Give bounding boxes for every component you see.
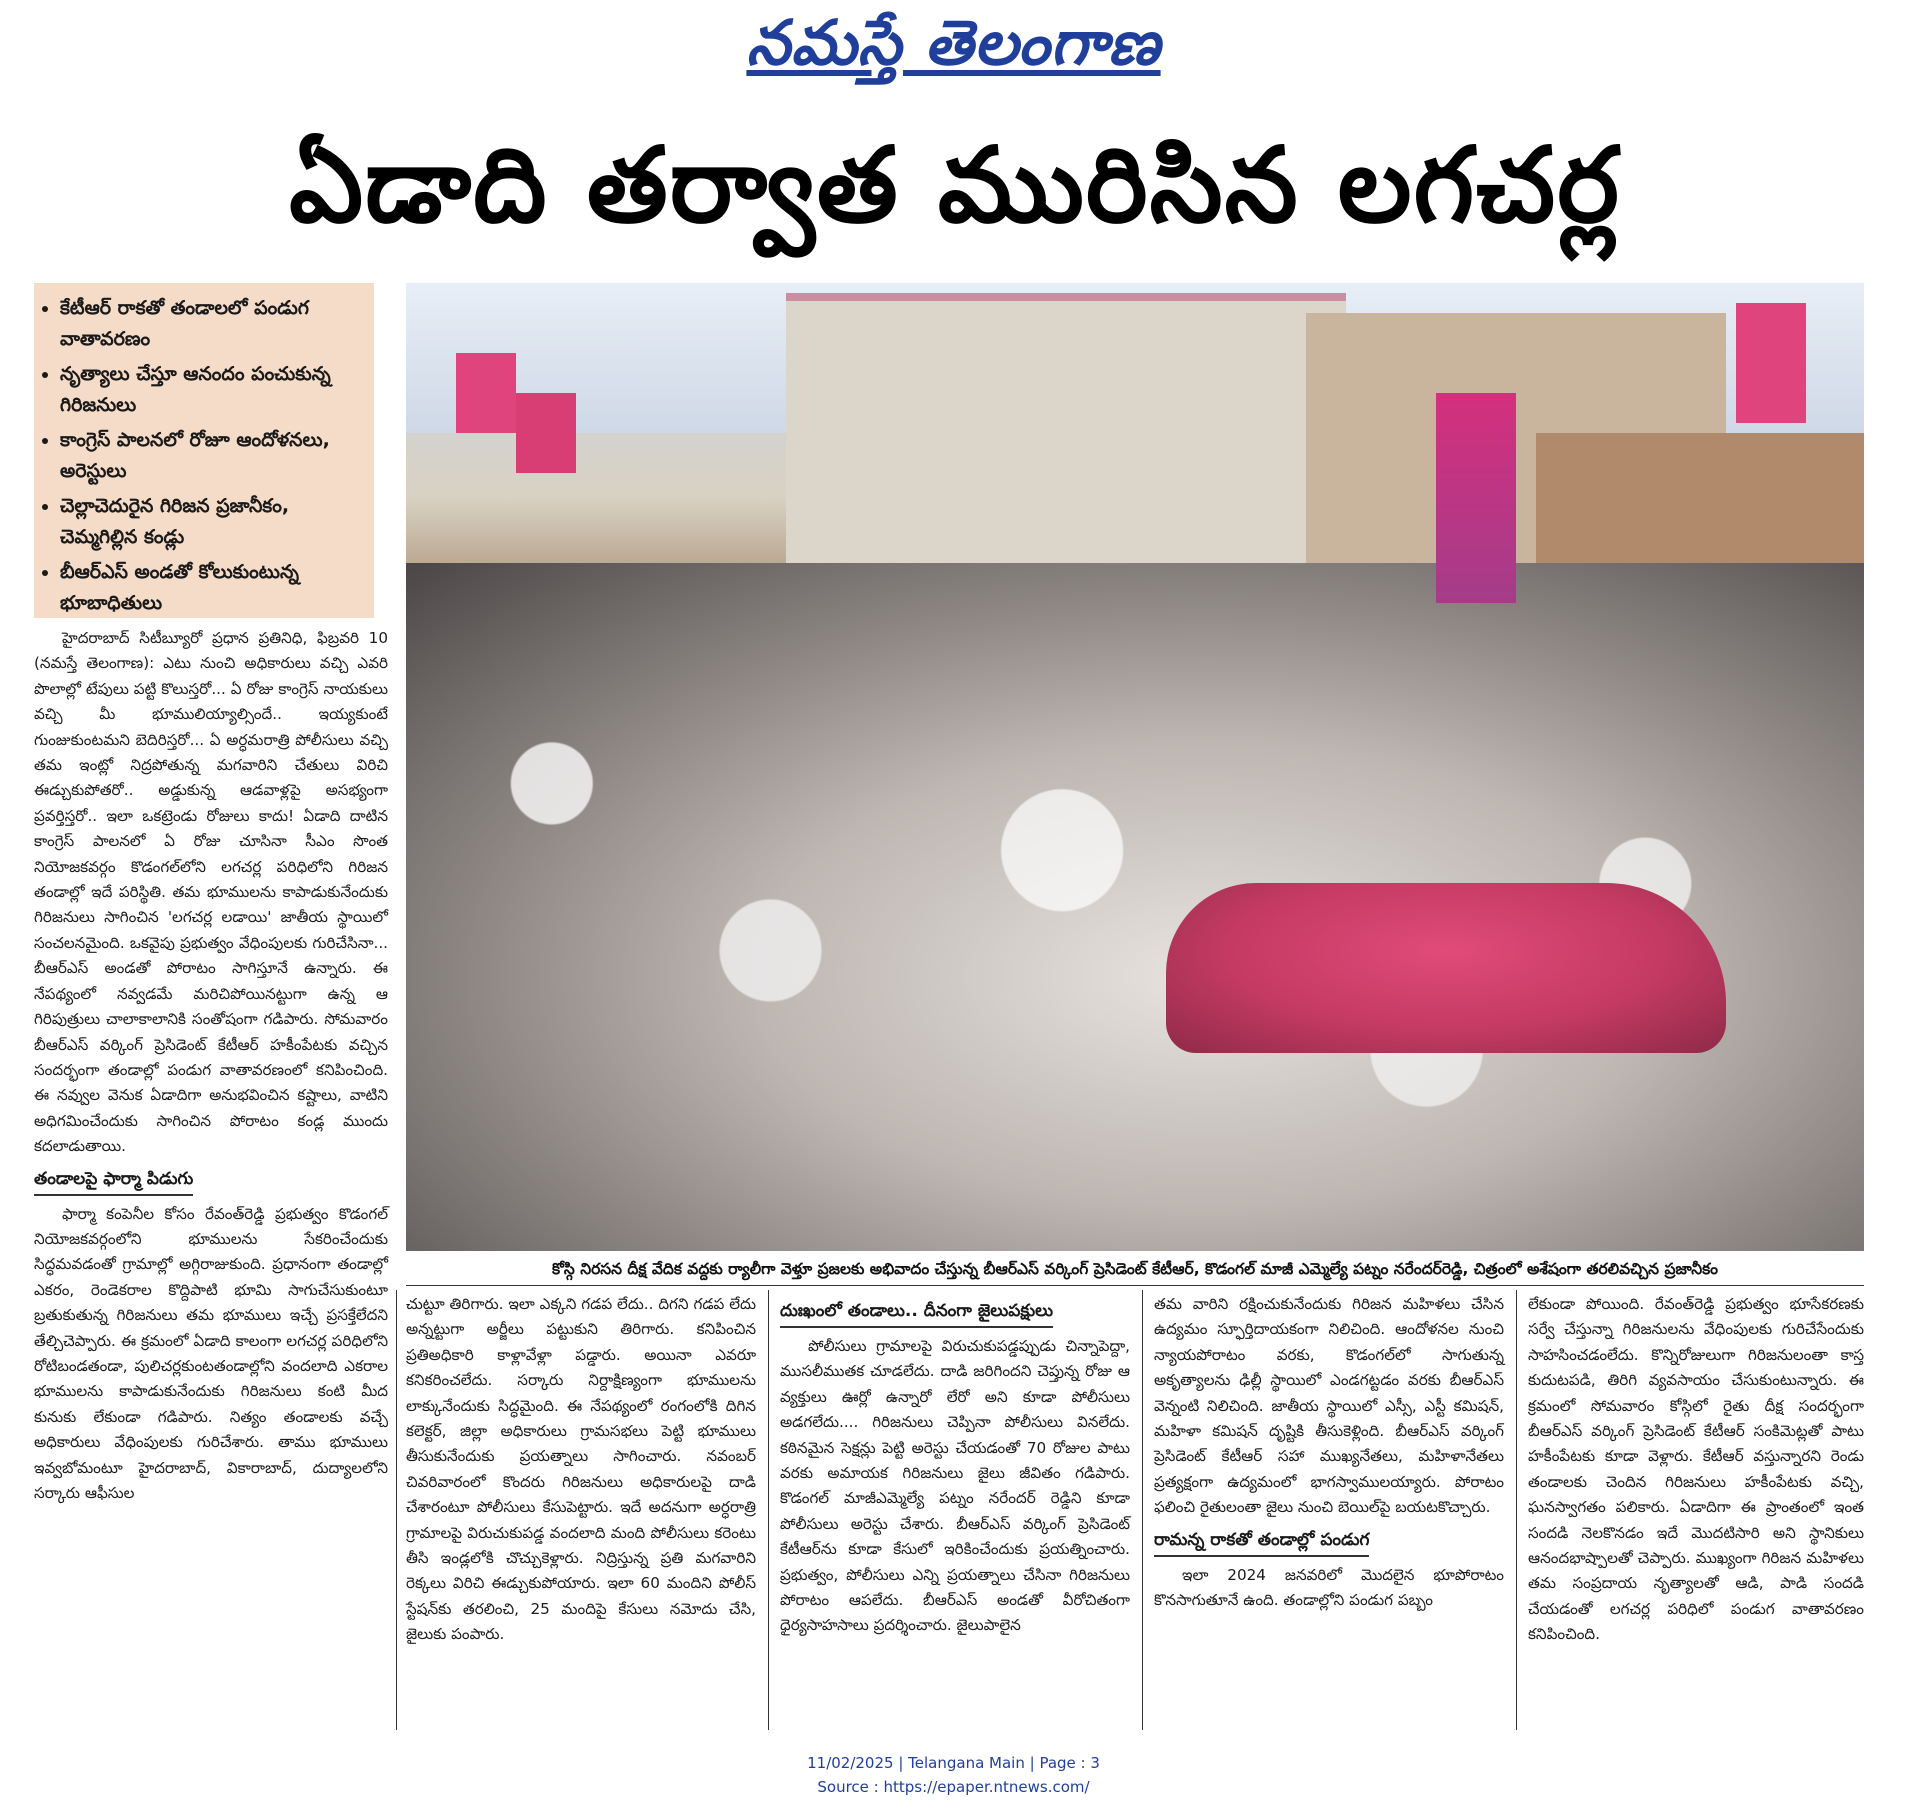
section-subhead: దుఃఖంలో తండాలు.. దీనంగా జైలుపక్షులు [780, 1296, 1053, 1328]
article-paragraph: ఇలా 2024 జనవరిలో మొదలైన భూపోరాటం కొనసాగుతూనే ఉంది. తండాల్లోని పండుగ పబ్బం [1154, 1565, 1504, 1610]
photo-caption: కోస్గి నిరసన దీక్ష వేదిక వద్దకు ర్యాలీగా వెళ్తూ ప్రజలకు అభివాదం చేస్తున్న బీఆర్ఎస్ వర్కింగ్ ప్రెసిడెంట్ కేటీఆర్, కొడంగల్ మాజీ ఎమ్మెల్యే పట్నం నరేందర్‌రెడ్డి, చిత్రంలో అశేషంగా తరలివచ్చిన ప్రజానీకం [551, 1260, 1719, 1278]
column-divider [1516, 1290, 1517, 1730]
section-subhead: రామన్న రాకతో తండాల్లో పండుగ [1154, 1525, 1369, 1557]
column-divider [768, 1290, 769, 1730]
article-column-4 [1154, 1292, 1504, 1613]
highlight-item: • చెల్లాచెదురైన గిరిజన ప్రజానీకం, చెమ్మగిల్లిన కండ్లు [60, 491, 366, 553]
divider [406, 1285, 1864, 1286]
photo-flag [456, 353, 516, 433]
column-divider [396, 1290, 397, 1730]
article-paragraph: ఫార్మా కంపెనీల కోసం రేవంత్‌రెడ్డి ప్రభుత్వం కొడంగల్ నియోజకవర్గంలోని భూములను సేకరించేందుకు సిద్ధమవడంతో గ్రామాల్లో అగ్గిరాజుకుంది. ప్రధానంగా తండాల్లో ఎకరం, రెండెకరాల కొద్దిపాటి భూమి సాగుచేసుకుంటూ బ్రతుకుతున్న గిరిజనులు తమ భూములు ఇచ్చే ప్రసక్తేలేదని తేల్చిచెప్పారు. ఈ క్రమంలో ఏడాది కాలంగా లగచర్ల పరిధిలోని రోటిబండతండా, పులిచర్లకుంటతండాల్లోని వందలాది ఎకరాల భూములను కాపాడుకునేందుకు గిరిజనులు కంటి మీద కునుకు లేకుండా గడిపారు. నిత్యం తండాలకు వచ్చే అధికారులు వేధింపులకు గురిచేశారు. తాము భూములు ఇవ్వబోమంటూ హైదరాబాద్, వికారాబాద్, దుద్యాలలోని సర్కారు ఆఫీసుల [34, 1204, 388, 1502]
photo-banner [1436, 393, 1516, 603]
highlights-box [34, 283, 374, 618]
article-paragraph: పోలీసులు గ్రామాలపై విరుచుకుపడ్డప్పుడు చిన్నాపెద్దా, ముసలీముతక చూడలేదు. దాడి జరిగిందని చెప్తున్న రోజు ఆ వ్యక్తులు ఊర్లో ఉన్నారో లేరో అని కూడా పోలీసులు అడగలేదు.... గిరిజనులు చెప్పినా పోలీసులు వినలేదు. కఠినమైన సెక్షన్లు పెట్టి అరెస్టు చేయడంతో 70 రోజుల పాటు వరకు అమాయక గిరిజనులు జైలు జీవితం గడిపారు. కొడంగల్ మాజీఎమ్మెల్యే పట్నం నరేందర్ రెడ్డిని కూడా పోలీసులు అరెస్టు చేశారు. బీఆర్ఎస్ వర్కింగ్ ప్రెసిడెంట్ కేటీఆర్‌ను కూడా కేసులో ఇరికించేందుకు ప్రయత్నించారు. ప్రభుత్వం, పోలీసులు ఎన్ని ప్రయత్నాలు చేసినా గిరిజనులు పోరాటం ఆపలేదు. బీఆర్ఎస్ అండతో వీరోచితంగా ధైర్యసాహసాలు ప్రదర్శించారు. జైలుపాలైన [780, 1337, 1130, 1635]
article-column-3 [780, 1292, 1130, 1639]
article-paragraph: తమ వారిని రక్షించుకునేందుకు గిరిజన మహిళలు చేసిన ఉద్యమం స్ఫూర్తిదాయకంగా నిలిచింది. ఆందోళనల నుంచి న్యాయపోరాటం వరకు, కొడంగల్‌లో సాగుతున్న అకృత్యాలను ఢిల్లీ స్థాయిలో ఎండగట్టడం వరకు బీఆర్ఎస్ వెన్నంటి నిలిచింది. జాతీయ స్థాయిలో ఎస్సీ, ఎస్టీ కమిషన్, మహిళా కమిషన్ దృష్టికి తీసుకెళ్లింది. బీఆర్ఎస్ వర్కింగ్ ప్రెసిడెంట్ కేటీఆర్ సహా ముఖ్యనేతలు, మహిళానేతలు ప్రత్యక్షంగా ఉద్యమంలో భాగస్వాములయ్యారు. పోరాటం ఫలించి రైతులంతా జైలు నుంచి బెయిల్‌పై బయటకొచ్చారు. [1154, 1295, 1504, 1517]
article-paragraph: లేకుండా పోయింది. రేవంత్‌రెడ్డి ప్రభుత్వం భూసేకరణకు సర్వే చేస్తున్నా గిరిజనులను వేధింపులకు గురిచేసేందుకు సాహసించడంలేదు. కొన్నిరోజులుగా గిరిజనులంతా కాస్త కుదుటపడి, తిరిగి వ్యవసాయం చేసుకుంటున్నారు. ఈ క్రమంలో సోమవారం కోస్గిలో రైతు దీక్ష సందర్భంగా బీఆర్ఎస్ వర్కింగ్ ప్రెసిడెంట్ కేటీఆర్ సంకిమెట్లతో పాటు హకీంపేటకు కూడా వెళ్లారు. కేటీఆర్ వస్తున్నారని రెండు తండాలకు చెందిన గిరిజనులు హకీంపేటకు వచ్చి, ఘనస్వాగతం పలికారు. ఏడాదిగా ఈ ప్రాంతంలో ఇంత సందడి నెలకొనడం ఇదే మొదటిసారి అని స్థానికులు ఆనందభాష్పాలతో చెప్పారు. ముఖ్యంగా గిరిజన మహిళలు తమ సంప్రదాయ నృత్యాలతో ఆడి, పాడి సందడి చేయడంతో లగచర్ల పరిధిలో పండుగ వాతావరణం కనిపించింది. [1528, 1295, 1864, 1644]
column-divider [1142, 1290, 1143, 1730]
photo-flag [516, 393, 576, 473]
news-photo [406, 283, 1864, 1251]
headline: ఏడాది తర్వాత మురిసిన లగచర్ల [289, 124, 1621, 246]
highlight-item: • కేటీఆర్ రాకతో తండాలలో పండుగ వాతావరణం [60, 293, 366, 355]
highlight-item: • కాంగ్రెస్ పాలనలో రోజూ ఆందోళనలు, అరెస్టులు [60, 425, 366, 487]
section-subhead: తండాలపై ఫార్మా పిడుగు [34, 1164, 193, 1196]
photo-flower-covered-car [1166, 883, 1726, 1053]
article-paragraph: హైదరాబాద్ సిటీబ్యూరో ప్రధాన ప్రతినిధి, ఫిబ్రవరి 10 (నమస్తే తెలంగాణ): ఎటు నుంచి అధికారులు వచ్చి ఎవరి పొలాల్లో టేపులు పట్టి కొలుస్తరో... ఏ రోజు కాంగ్రెస్ నాయకులు వచ్చి మీ భూములియ్యాల్సిందే.. ఇయ్యకుంటే గుంజుకుంటమని బెదిరిస్తరో... ఏ అర్ధమరాత్రి పోలీసులు వచ్చి తమ ఇంట్లో నిద్రపోతున్న మగవారిని చేతులు విరిచి ఈడ్చుకుపోతరో.. అడ్డుకున్న ఆడవాళ్లపై అసభ్యంగా ప్రవర్తిస్తరో.. ఇలా ఒకట్రెండు రోజులు కాదు! ఏడాది దాటిన కాంగ్రెస్ పాలనలో ఏ రోజు చూసినా సీఎం సొంత నియోజకవర్గం కొడంగల్‌లోని లగచర్ల పరిధిలోని గిరిజన తండాల్లో ఇదే పరిస్థితి. తమ భూములను కాపాడుకునేందుకు గిరిజనులు సాగించిన 'లగచర్ల లడాయి' జాతీయ స్థాయిలో సంచలనమైంది. ఒకవైపు ప్రభుత్వం వేధింపులకు గురిచేసినా... బీఆర్ఎస్ అండతో పోరాటం సాగిస్తూనే ఉన్నారు. ఈ నేపథ్యంలో నవ్వడమే మరిచిపోయినట్టుగా ఉన్న ఆ గిరిపుత్రులు చాలాకాలానికి సంతోషంగా గడిపారు. సోమవారం బీఆర్ఎస్ వర్కింగ్ ప్రెసిడెంట్ కేటీఆర్ హకీంపేటకు వచ్చిన సందర్భంగా తండాల్లో పండుగ వాతావరణంలో కనిపించింది. ఈ నవ్వుల వెనుక ఏడాదిగా అనుభవించిన కష్టాలు, వాటిని అధిగమించేందుకు సాగించిన పోరాటం కండ్ల ముందు కదలాడుతాయి. [34, 629, 388, 1156]
highlight-item: • బీఆర్ఎస్ అండతో కోలుకుంటున్న భూబాధితులు [60, 557, 366, 619]
article-column-2 [406, 1292, 756, 1648]
highlight-item: • నృత్యాలు చేస్తూ ఆనందం పంచుకున్న గిరిజనులు [60, 359, 366, 421]
masthead: నమస్తే తెలంగాణ [746, 6, 1161, 79]
photo-flag [1736, 303, 1806, 423]
photo-building [786, 293, 1346, 601]
footer-date-line: 11/02/2025 | Telangana Main | Page : 3 [807, 1754, 1100, 1772]
article-paragraph: చుట్టూ తిరిగారు. ఇలా ఎక్కని గడప లేదు.. దిగని గడప లేదు అన్నట్టుగా అర్జీలు పట్టుకుని తిరిగారు. కనిపించిన ప్రతిఅధికారి కాళ్లావేళ్లా పడ్డారు. అయినా ఎవరూ కనికరించలేదు. సర్కారు నిర్దాక్షిణ్యంగా భూములను లాక్కునేందుకు సిద్ధమైంది. ఈ నేపథ్యంలో రంగంలోకి దిగిన కలెక్టర్, జిల్లా అధికారులు గ్రామసభలు పెట్టి భూములు తీసుకునేందుకు ప్రయత్నాలు సాగించారు. నవంబర్ చివరివారంలో కొందరు గిరిజనులు అధికారులపై దాడి చేశారంటూ పోలీసులు కేసుపెట్టారు. ఇదే అదనుగా అర్ధరాత్రి గ్రామాలపై విరుచుకుపడ్డ వందలాది మంది పోలీసులు కరెంటు తీసి ఇండ్లలోకి చొచ్చుకెళ్లారు. నిద్రిస్తున్న ప్రతి మగవారిని రెక్కలు విరిచి ఈడ్చుకుపోయారు. ఇలా 60 మందిని పోలీస్ స్టేషన్‌కు తరలించి, 25 మందిపై కేసులు నమోదు చేసి, జైలుకు పంపారు. [406, 1295, 756, 1644]
article-column-1 [34, 626, 388, 1506]
article-column-5 [1528, 1292, 1864, 1648]
footer-source-link[interactable]: Source : https://epaper.ntnews.com/ [817, 1778, 1090, 1796]
